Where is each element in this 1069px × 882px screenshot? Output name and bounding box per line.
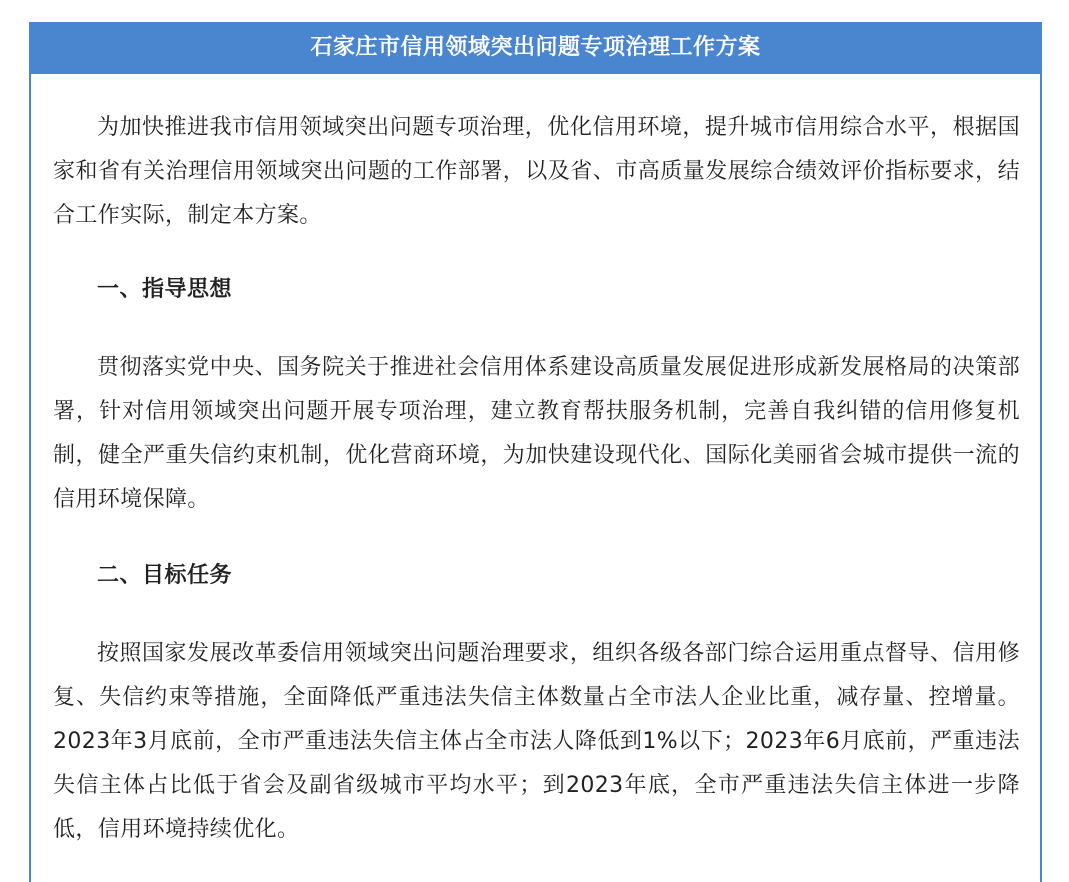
document-card [29,22,1042,882]
document-title: 石家庄市信用领域突出问题专项治理工作方案 [31,22,1040,74]
section-heading-guiding-ideology: 一、指导思想 [97,277,233,302]
intro-paragraph: 为加快推进我市信用领域突出问题专项治理，优化信用环境，提升城市信用综合水平，根据国家和省有关治理信用领域突出问题的工作部署，以及省、市高质量发展综合绩效评价指标要求，结合工作实际，制定本方案。 [53,115,1020,228]
section-heading-goals-tasks: 二、目标任务 [97,563,233,588]
section-body-goals-tasks: 按照国家发展改革委信用领域突出问题治理要求，组织各级各部门综合运用重点督导、信用修复、失信约束等措施，全面降低严重违法失信主体数量占全市法人企业比重，减存量、控增量。2023年3月底前，全市严重违法失信主体占全市法人降低到1%以下；2023年6月底前，严重违法失信主体占比低于省会及副省级城市平均水平；到2023年底，全市严重违法失信主体进一步降低，信用环境持续优化。 [53,641,1020,842]
section-body-guiding-ideology: 贯彻落实党中央、国务院关于推进社会信用体系建设高质量发展促进形成新发展格局的决策部署，针对信用领域突出问题开展专项治理，建立教育帮扶服务机制，完善自我纠错的信用修复机制，健全严重失信约束机制，优化营商环境，为加快建设现代化、国际化美丽省会城市提供一流的信用环境保障。 [53,355,1020,512]
document-body [31,106,1040,852]
